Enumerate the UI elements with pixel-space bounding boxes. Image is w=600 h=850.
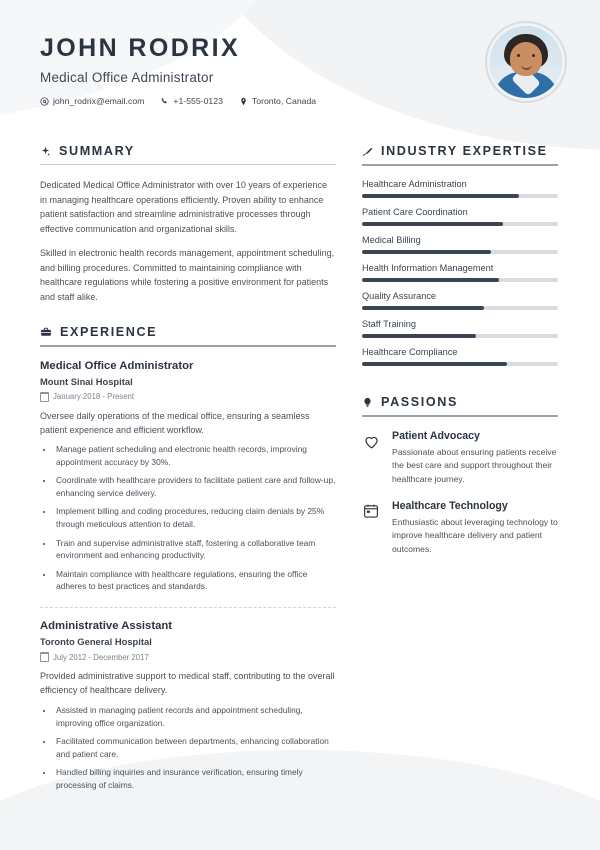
passion-item — [362, 500, 558, 556]
at-icon — [40, 97, 49, 106]
experience-bullet: • Train and supervise administrative staff, fostering a collaborative team environment and enhancing productivity. — [54, 537, 336, 563]
resume-header — [0, 0, 600, 126]
passions-section — [362, 395, 558, 556]
skill-bar-fill — [362, 222, 503, 226]
summary-divider — [40, 164, 336, 165]
skill-bar-fill — [362, 278, 499, 282]
experience-date-text: January 2018 - Present — [53, 392, 135, 402]
skill-name: Healthcare Compliance — [362, 347, 458, 357]
experience-separator — [40, 607, 336, 608]
industry-expertise-section — [362, 144, 558, 366]
contact-phone[interactable] — [160, 96, 223, 106]
skill-bar-track — [362, 334, 558, 338]
candidate-job-title: Medical Office Administrator — [40, 70, 214, 85]
summary-section-header — [40, 144, 336, 158]
experience-bullets — [40, 704, 336, 792]
skill-item — [362, 291, 558, 310]
skill-item — [362, 207, 558, 226]
industry-expertise-header — [362, 144, 558, 158]
contact-email-text: john_rodrix@email.com — [53, 96, 145, 106]
passion-item — [362, 430, 558, 486]
profile-photo — [490, 26, 562, 98]
experience-section — [40, 325, 336, 792]
candidate-name: JOHN RODRIX — [40, 34, 241, 62]
skill-name: Health Information Management — [362, 263, 494, 273]
experience-bullet: • Maintain compliance with healthcare regulations, ensuring the office adheres to best practices and standards. — [54, 568, 336, 594]
passion-text: Enthusiastic about leveraging technology to improve healthcare delivery and patient outcomes. — [392, 516, 558, 554]
skill-bar-fill — [362, 250, 491, 254]
experience-date — [40, 652, 336, 662]
briefcase-icon — [40, 326, 52, 338]
industry-expertise-title: INDUSTRY EXPERTISE — [381, 144, 548, 158]
skill-item — [362, 263, 558, 282]
calendar-icon — [40, 652, 49, 662]
skill-bar-track — [362, 194, 558, 198]
contact-details — [40, 96, 560, 106]
passions-header — [362, 395, 558, 409]
lightbulb-icon — [362, 397, 373, 408]
skill-bar-fill — [362, 334, 476, 338]
skill-item — [362, 319, 558, 338]
passions-divider — [362, 415, 558, 417]
passions-title: PASSIONS — [381, 395, 458, 409]
experience-role: Administrative Assistant — [40, 620, 173, 633]
skill-name: Medical Billing — [362, 235, 421, 245]
skill-bar-track — [362, 306, 558, 310]
experience-company: Mount Sinai Hospital — [40, 375, 133, 387]
skill-item — [362, 347, 558, 366]
sparkle-icon — [40, 146, 51, 157]
skill-bar-track — [362, 362, 558, 366]
experience-date-text: July 2012 - December 2017 — [53, 652, 149, 662]
experience-item — [40, 620, 336, 791]
experience-bullet: • Facilitated communication between departments, enhancing collaboration and patient care. — [54, 735, 336, 761]
phone-icon — [160, 97, 169, 106]
experience-bullets — [40, 443, 336, 593]
contact-email[interactable] — [40, 96, 144, 106]
experience-bullet: • Assisted in managing patient records and appointment scheduling, improving office organization. — [54, 704, 336, 730]
passion-text: Passionate about ensuring patients receive the best care and support throughout their healthcare journey. — [392, 447, 557, 484]
contact-phone-text: +1-555-0123 — [173, 96, 223, 106]
experience-item — [40, 360, 336, 593]
industry-expertise-divider — [362, 164, 558, 166]
skill-item — [362, 179, 558, 198]
contact-location[interactable] — [239, 96, 316, 106]
skill-item — [362, 235, 558, 254]
experience-company: Toronto General Hospital — [40, 636, 152, 648]
heart-icon — [362, 430, 382, 486]
passion-title: Healthcare Technology — [392, 499, 508, 512]
experience-bullet: • Handled billing inquiries and insurance verification, ensuring timely processing of claims. — [54, 766, 336, 792]
avatar — [490, 26, 562, 98]
experience-section-header — [40, 325, 336, 339]
calendar-tech-icon — [362, 500, 382, 556]
skill-name: Healthcare Administration — [362, 179, 467, 189]
summary-paragraph-2: Skilled in electronic health records management, appointment scheduling, and billing procedures. Committed to maintaining compliance with healthcare regulations while fostering a positive environment for patients and staff alike. — [40, 248, 335, 303]
summary-section-title: SUMMARY — [59, 144, 135, 158]
summary-paragraph-1: Dedicated Medical Office Administrator with over 10 years of experience in managing healthcare operations efficiently. Proven ability to enhance patient satisfaction and streamline administrative processes through effective communication and organizational skills. — [40, 180, 327, 234]
experience-bullet: • Coordinate with healthcare providers to facilitate patient care and follow-up, enhancing service delivery. — [54, 474, 336, 500]
experience-bullet: • Implement billing and coding procedures, reducing claim denials by 25% through meticulous attention to detail. — [54, 505, 336, 531]
experience-summary: Oversee daily operations of the medical office, ensuring a seamless patient experience and efficient workflow. — [40, 410, 310, 436]
contact-location-text: Toronto, Canada — [251, 96, 317, 106]
experience-section-title: EXPERIENCE — [60, 324, 158, 339]
skill-name: Patient Care Coordination — [362, 207, 468, 217]
skill-name: Quality Assurance — [362, 291, 437, 301]
experience-bullet: • Manage patient scheduling and electronic health records, improving appointment accuracy by 30%. — [54, 443, 336, 469]
skill-bar-fill — [362, 194, 519, 198]
pen-nib-icon — [362, 146, 373, 157]
location-pin-icon — [239, 97, 248, 106]
skill-bar-fill — [362, 306, 484, 310]
skill-bar-fill — [362, 362, 507, 366]
skill-bar-track — [362, 250, 558, 254]
skill-bar-track — [362, 222, 558, 226]
calendar-icon — [40, 392, 49, 402]
experience-role: Medical Office Administrator — [40, 359, 194, 372]
skill-bar-track — [362, 278, 558, 282]
experience-date — [40, 392, 336, 402]
passion-title: Patient Advocacy — [392, 430, 480, 442]
experience-summary: Provided administrative support to medical staff, contributing to the overall efficiency of healthcare delivery. — [40, 671, 335, 696]
summary-section — [40, 144, 336, 305]
experience-divider — [40, 345, 336, 347]
skill-name: Staff Training — [362, 319, 416, 329]
